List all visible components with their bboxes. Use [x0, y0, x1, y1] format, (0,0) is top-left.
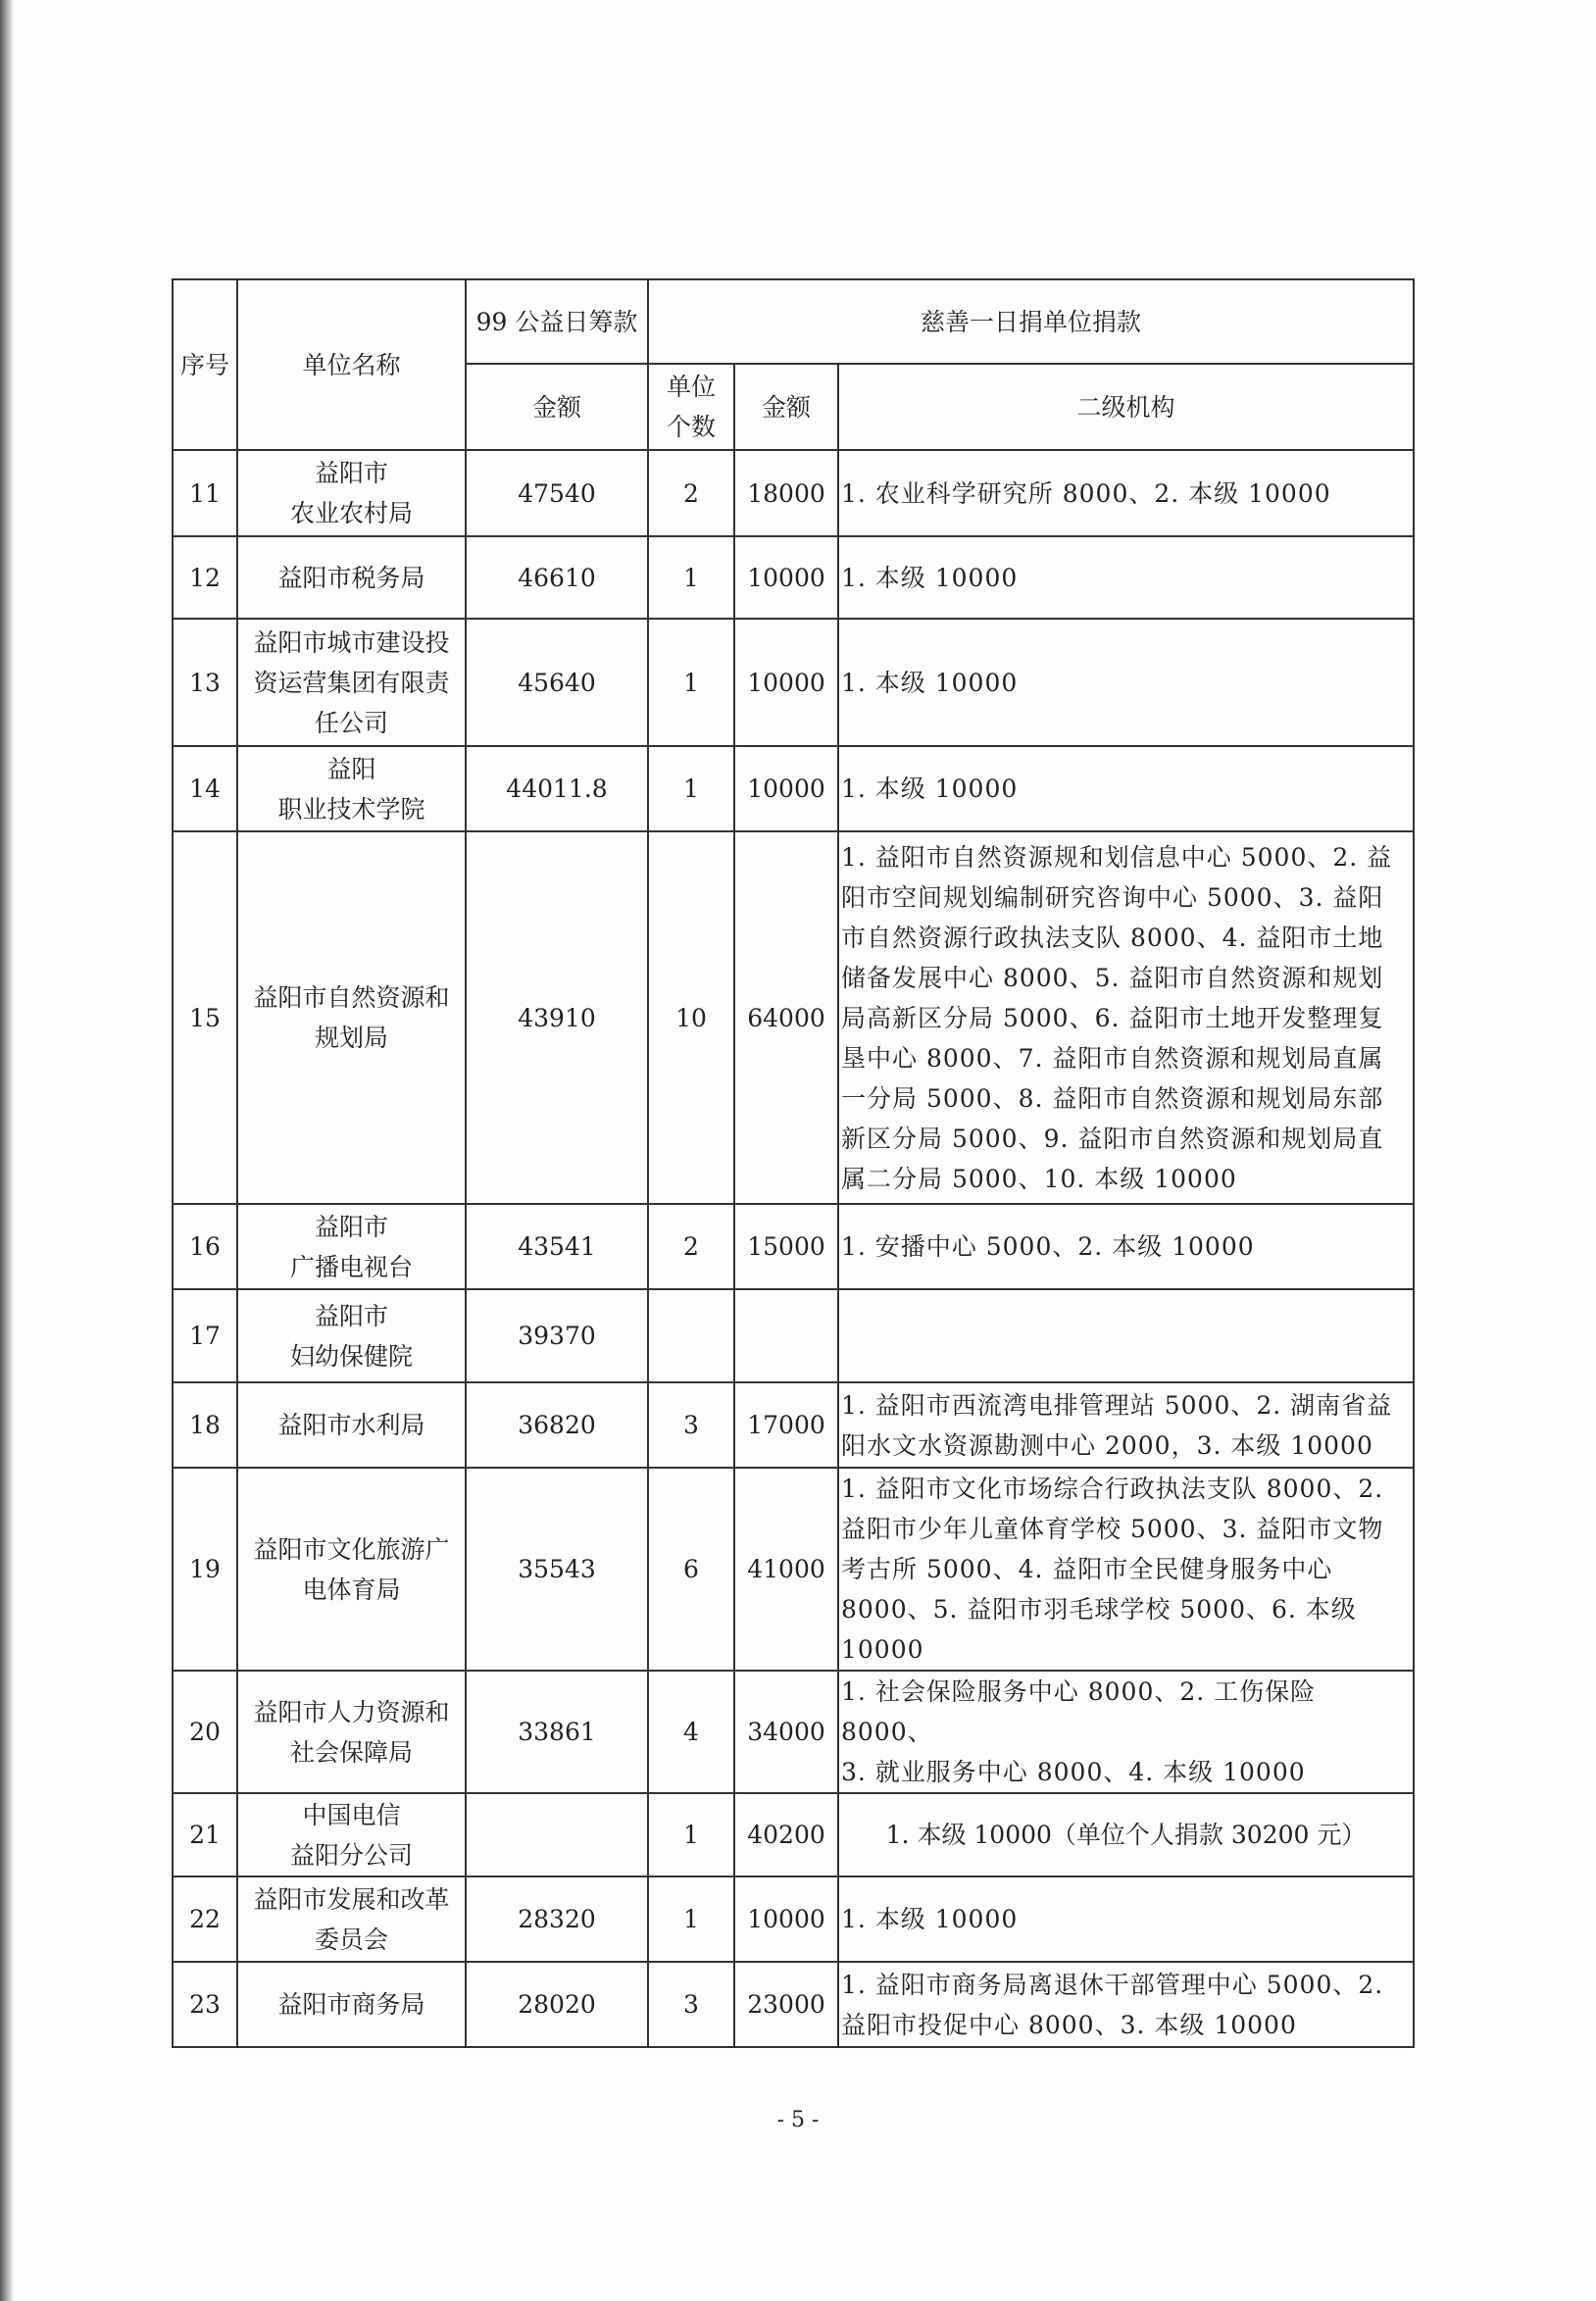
unit-count-cell: 3: [648, 1962, 734, 2047]
amount-cell: 23000: [734, 1962, 838, 2047]
unit-count-cell: 1: [648, 1876, 734, 1962]
sub-orgs-cell: 1. 益阳市自然资源规和划信息中心 5000、2. 益 阳市空间规划编制研究咨询中心 5000、3. 益阳 市自然资源行政执法支队 8000、4. 益阳市土地 储备发展中心 8000、5. 益阳市自然资源和规划 局高新区分局 5000、6. 益阳市土地开发整理复 垦中心 8000、7. 益阳市自然资源和规划局直属 一分局 5000、8. 益阳市自然资源和规划局东部 新区分局 5000、9. 益阳市自然资源和规划局直 属二分局 5000、10. 本级 10000: [838, 831, 1414, 1204]
unit-name-cell: 益阳市发展和改革 委员会: [237, 1876, 466, 1962]
unit-count-cell: 1: [648, 619, 734, 746]
unit-count-cell: [648, 1289, 734, 1382]
day99-amount-cell: 43541: [466, 1204, 648, 1289]
seq-cell: 18: [173, 1382, 237, 1468]
day99-amount-cell: 45640: [466, 619, 648, 746]
page-number: - 5 -: [776, 2108, 820, 2132]
sub-orgs-cell: 1. 本级 10000: [838, 746, 1414, 831]
table-row: [173, 1468, 1414, 1671]
sub-orgs-cell: 1. 农业科学研究所 8000、2. 本级 10000: [838, 450, 1414, 536]
sub-orgs-cell: 1. 本级 10000: [838, 536, 1414, 619]
unit-name-cell: 益阳市税务局: [237, 536, 466, 619]
table-row: [173, 1793, 1414, 1876]
amount-cell: 10000: [734, 1876, 838, 1962]
day99-amount-cell: 28320: [466, 1876, 648, 1962]
unit-name-cell: 益阳市 广播电视台: [237, 1204, 466, 1289]
sub-orgs-cell: 1. 益阳市西流湾电排管理站 5000、2. 湖南省益 阳水文水资源勘测中心 2000，3. 本级 10000: [838, 1382, 1414, 1468]
day99-amount-cell: 46610: [466, 536, 648, 619]
table-row: [173, 1962, 1414, 2047]
amount-cell: 10000: [734, 619, 838, 746]
table-row: [173, 1876, 1414, 1962]
header-unit-count: 单位 个数: [648, 364, 734, 450]
table-row: [173, 536, 1414, 619]
amount-cell: 10000: [734, 536, 838, 619]
day99-amount-cell: 47540: [466, 450, 648, 536]
unit-count-cell: 4: [648, 1671, 734, 1793]
seq-cell: 19: [173, 1468, 237, 1671]
unit-name-cell: 益阳市文化旅游广 电体育局: [237, 1468, 466, 1671]
seq-cell: 23: [173, 1962, 237, 2047]
table-row: [173, 1382, 1414, 1468]
seq-cell: 20: [173, 1671, 237, 1793]
sub-orgs-cell: 1. 益阳市文化市场综合行政执法支队 8000、2. 益阳市少年儿童体育学校 5000、3. 益阳市文物 考古所 5000、4. 益阳市全民健身服务中心 8000、5. 益阳市羽毛球学校 5000、6. 本级 10000: [838, 1468, 1414, 1671]
seq-cell: 14: [173, 746, 237, 831]
day99-amount-cell: 43910: [466, 831, 648, 1204]
seq-cell: 21: [173, 1793, 237, 1876]
amount-cell: 40200: [734, 1793, 838, 1876]
table-row: [173, 1204, 1414, 1289]
unit-name-cell: 益阳市 农业农村局: [237, 450, 466, 536]
unit-name-cell: 益阳 职业技术学院: [237, 746, 466, 831]
header-sub-orgs: 二级机构: [838, 364, 1414, 450]
unit-name-cell: 中国电信 益阳分公司: [237, 1793, 466, 1876]
day99-amount-cell: 36820: [466, 1382, 648, 1468]
scan-edge-shadow: [0, 0, 14, 2301]
amount-cell: 41000: [734, 1468, 838, 1671]
table-row: [173, 831, 1414, 1204]
amount-cell: [734, 1289, 838, 1382]
unit-name-cell: 益阳市自然资源和 规划局: [237, 831, 466, 1204]
header-day99: 99 公益日筹款: [466, 279, 648, 364]
amount-cell: 10000: [734, 746, 838, 831]
sub-orgs-cell: 1. 社会保险服务中心 8000、2. 工伤保险 8000、 3. 就业服务中心 8000、4. 本级 10000: [838, 1671, 1414, 1793]
unit-count-cell: 1: [648, 536, 734, 619]
day99-amount-cell: 28020: [466, 1962, 648, 2047]
table-row: [173, 746, 1414, 831]
unit-name-cell: 益阳市城市建设投 资运营集团有限责 任公司: [237, 619, 466, 746]
unit-count-cell: 1: [648, 746, 734, 831]
unit-count-cell: 6: [648, 1468, 734, 1671]
amount-cell: 15000: [734, 1204, 838, 1289]
sub-orgs-cell: 1. 本级 10000: [838, 1876, 1414, 1962]
unit-count-cell: 2: [648, 450, 734, 536]
sub-orgs-cell: [838, 1289, 1414, 1382]
table-row: [173, 1289, 1414, 1382]
seq-cell: 13: [173, 619, 237, 746]
seq-cell: 22: [173, 1876, 237, 1962]
day99-amount-cell: [466, 1793, 648, 1876]
amount-cell: 34000: [734, 1671, 838, 1793]
amount-cell: 64000: [734, 831, 838, 1204]
table-row: [173, 450, 1414, 536]
seq-cell: 15: [173, 831, 237, 1204]
unit-name-cell: 益阳市 妇幼保健院: [237, 1289, 466, 1382]
unit-name-cell: 益阳市水利局: [237, 1382, 466, 1468]
amount-cell: 18000: [734, 450, 838, 536]
header-charity-day: 慈善一日捐单位捐款: [648, 279, 1414, 364]
seq-cell: 12: [173, 536, 237, 619]
header-unit-name: 单位名称: [237, 279, 466, 450]
day99-amount-cell: 35543: [466, 1468, 648, 1671]
sub-orgs-cell: 1. 本级 10000: [838, 619, 1414, 746]
sub-orgs-cell: 1. 本级 10000（单位个人捐款 30200 元）: [838, 1793, 1414, 1876]
seq-cell: 11: [173, 450, 237, 536]
unit-count-cell: 10: [648, 831, 734, 1204]
day99-amount-cell: 39370: [466, 1289, 648, 1382]
header-amount2: 金额: [734, 364, 838, 450]
unit-name-cell: 益阳市商务局: [237, 1962, 466, 2047]
header-amount: 金额: [466, 364, 648, 450]
day99-amount-cell: 44011.8: [466, 746, 648, 831]
unit-count-cell: 1: [648, 1793, 734, 1876]
amount-cell: 17000: [734, 1382, 838, 1468]
seq-cell: 16: [173, 1204, 237, 1289]
seq-cell: 17: [173, 1289, 237, 1382]
unit-name-cell: 益阳市人力资源和 社会保障局: [237, 1671, 466, 1793]
unit-count-cell: 2: [648, 1204, 734, 1289]
day99-amount-cell: 33861: [466, 1671, 648, 1793]
table-row: [173, 619, 1414, 746]
sub-orgs-cell: 1. 益阳市商务局离退休干部管理中心 5000、2. 益阳市投促中心 8000、3. 本级 10000: [838, 1962, 1414, 2047]
table-row: [173, 1671, 1414, 1793]
unit-count-cell: 3: [648, 1382, 734, 1468]
header-seq: 序号: [173, 279, 237, 450]
sub-orgs-cell: 1. 安播中心 5000、2. 本级 10000: [838, 1204, 1414, 1289]
donation-table: [172, 278, 1415, 2048]
